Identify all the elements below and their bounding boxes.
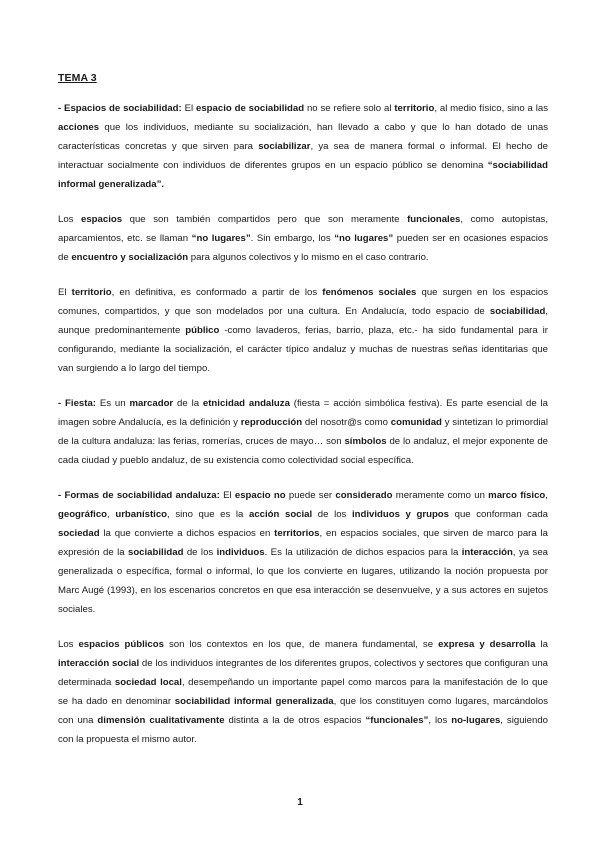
- bold-text-run: territorios: [274, 528, 320, 539]
- text-run: (fiesta = acción simbólica festiva). Es parte esencial de la imagen sobre Andalucía, es la definición y: [58, 398, 548, 428]
- bold-text-run: “no lugares”: [191, 233, 251, 244]
- text-run: de la: [173, 398, 203, 409]
- bold-text-run: “funcionales”: [365, 715, 429, 726]
- paragraph-no-lugares: [58, 210, 548, 267]
- text-run: Es un: [95, 398, 130, 409]
- text-run: El: [181, 103, 197, 114]
- text-run: del nosotr@s como: [302, 417, 391, 428]
- text-run: El: [58, 287, 72, 298]
- bold-text-run: reproducción: [240, 417, 303, 428]
- bold-text-run: urbanístico: [115, 509, 168, 520]
- text-run: , que los constituyen como lugares, marcándolos con una: [58, 696, 548, 726]
- bold-text-run: espacios públicos: [78, 639, 164, 650]
- text-run: , como autopistas, aparcamientos, etc. se llaman: [58, 214, 548, 244]
- bold-text-run: sociabilidad informal generalizada: [174, 696, 334, 707]
- bold-text-run: individuos: [216, 547, 265, 558]
- text-run: de los individuos integrantes de los diferentes grupos, colectivos y sectores que configuran una determinada: [58, 658, 549, 688]
- text-run: Los: [58, 639, 79, 650]
- text-run: , los: [428, 715, 452, 726]
- text-run: , al medio físico, sino a las: [434, 103, 549, 114]
- bold-text-run: marcador: [129, 398, 174, 409]
- paragraph-formas-sociabilidad: [58, 486, 548, 619]
- bold-text-run: sociedad: [58, 528, 100, 539]
- bold-text-run: público: [185, 325, 220, 336]
- text-run: , aunque predominantemente: [58, 306, 548, 336]
- text-run: Los: [58, 214, 82, 225]
- bold-text-run: símbolos: [344, 436, 387, 447]
- text-run: y sintetizan lo primordial de la cultura andaluza: las ferias, romerías, cruces de mayo… son: [58, 417, 549, 447]
- bold-text-run: etnicidad andaluza: [202, 398, 290, 409]
- bold-text-run: sociedad local: [114, 677, 182, 688]
- bold-text-run: sociabilidad: [127, 547, 184, 558]
- text-run: . Sin embargo, los: [250, 233, 335, 244]
- text-run: ,: [107, 509, 116, 520]
- text-run: , desempeñando un importante papel como marcos para la manifestación de lo que se ha dado en denominar: [58, 677, 548, 707]
- text-run: de los: [312, 509, 352, 520]
- bold-text-run: acción social: [248, 509, 313, 520]
- bold-text-run: territorio: [71, 287, 112, 298]
- text-run: , siguiendo con la propuesta el mismo autor.: [58, 715, 549, 745]
- bold-text-run: “sociabilidad informal generalizada”.: [58, 160, 548, 190]
- document-title: TEMA 3: [58, 72, 97, 84]
- text-run: , sino que es la: [167, 509, 249, 520]
- text-run: meramente como un: [392, 490, 489, 501]
- paragraph-fiesta: [58, 394, 548, 470]
- bold-text-run: fenómenos sociales: [322, 287, 417, 298]
- bold-text-run: acciones: [58, 122, 100, 133]
- text-run: distinta a la de otros espacios: [224, 715, 366, 726]
- text-run: El: [219, 490, 235, 501]
- bold-text-run: geográfico: [58, 509, 108, 520]
- text-run: no se refiere solo al: [304, 103, 395, 114]
- bold-text-run: sociabilidad: [489, 306, 546, 317]
- paragraph-espacios-publicos: [58, 635, 548, 749]
- paragraph-espacios-sociabilidad: [58, 99, 548, 194]
- text-run: -como lavaderos, ferias, barrio, plaza, etc.- ha sido fundamental para ir configurando, mediante la socialización, el carácter típico andaluz y muchas de nuestras señas identitarias que van surgiendo a lo largo del tiempo.: [58, 325, 548, 374]
- bold-text-run: - Fiesta:: [58, 398, 96, 409]
- bold-text-run: - Formas de sociabilidad andaluza:: [58, 490, 220, 501]
- paragraph-territorio: [58, 283, 548, 378]
- bold-text-run: dimensión cualitativamente: [97, 715, 225, 726]
- text-run: , ya sea de manera formal o informal. El hecho de interactuar socialmente con individuos de diferentes grupos en un espacio público se denomina: [58, 141, 548, 171]
- bold-text-run: individuos y grupos: [351, 509, 450, 520]
- text-run: que surgen en los espacios comunes, compartidos, y que son modelados por una cultura. En Andalucía, todo espacio de: [58, 287, 548, 317]
- bold-text-run: espacios: [81, 214, 123, 225]
- text-run: , en definitiva, es conformado a partir de los: [111, 287, 323, 298]
- bold-text-run: territorio: [394, 103, 435, 114]
- text-run: de lo andaluz, el mejor exponente de cada ciudad y pueblo andaluz, de su existencia como colectividad social específica.: [58, 436, 549, 466]
- bold-text-run: - Espacios de sociabilidad:: [58, 103, 182, 114]
- bold-text-run: expresa y desarrolla: [438, 639, 536, 650]
- bold-text-run: funcionales: [407, 214, 461, 225]
- text-run: que conforman cada: [449, 509, 548, 520]
- text-run: la que convierte a dichos espacios en: [99, 528, 275, 539]
- bold-text-run: espacio no: [234, 490, 286, 501]
- bold-text-run: “no lugares”: [334, 233, 394, 244]
- bold-text-run: interacción: [461, 547, 513, 558]
- bold-text-run: encuentro y socialización: [71, 252, 189, 263]
- text-run: son los contextos en los que, de manera fundamental, se: [163, 639, 439, 650]
- text-run: , ya sea generalizada o específica, formal o informal, lo que los convierte en lugares, utilizando la noción propuesta por Marc Augé (1993), en los escenarios concretos en que esa interacción se desenvuelve, y a sus actores en sujetos sociales.: [58, 547, 548, 615]
- bold-text-run: no-lugares: [451, 715, 501, 726]
- text-run: pueden ser en ocasiones espacios de: [58, 233, 549, 263]
- text-run: que son también compartidos pero que son meramente: [122, 214, 408, 225]
- text-run: puede ser: [285, 490, 336, 501]
- text-run: la: [535, 639, 548, 650]
- bold-text-run: sociabilizar: [258, 141, 311, 152]
- text-run: para algunos colectivos y lo mismo en el caso contrario.: [188, 252, 429, 263]
- bold-text-run: marco físico: [488, 490, 546, 501]
- page-number: 1: [297, 797, 303, 808]
- text-run: . Es la utilización de dichos espacios para la: [264, 547, 462, 558]
- bold-text-run: espacio de sociabilidad: [196, 103, 305, 114]
- text-run: de los: [183, 547, 217, 558]
- bold-text-run: considerado: [335, 490, 393, 501]
- text-run: que los individuos, mediante su socialización, han llevado a cabo y que lo han dotado de unas características concretas y que sirven para: [58, 122, 548, 152]
- text-run: ,: [545, 490, 548, 501]
- bold-text-run: comunidad: [390, 417, 442, 428]
- text-run: , en espacios sociales, que sirven de marco para la expresión de la: [58, 528, 548, 558]
- bold-text-run: interacción social: [58, 658, 140, 669]
